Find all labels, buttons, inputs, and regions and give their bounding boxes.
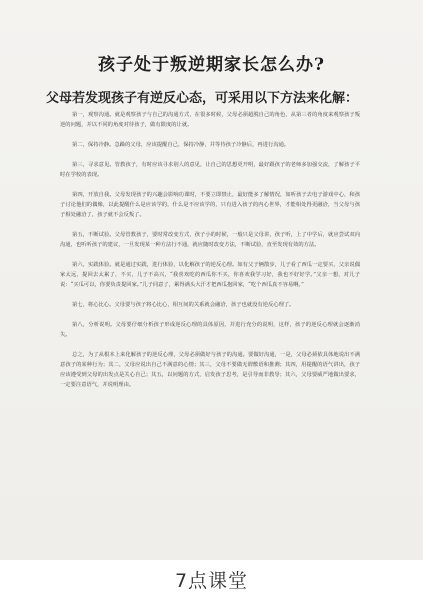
paragraph-summary: 总之，为了从根本上来化解孩子的逆反心理，父母必须做好与孩子的沟通。要做好沟通，一是，父母必须依具体地说出不满意孩子的某种行为；其二，父母应说出自己不满意的心情；其三，父母不要做无谓敷语和推测；其四，用提醒的语气讲出，孩子应该遵受到父母的出发点是关心自己；其五，以问题的方式，启发孩子思考，是引导而非教导；其六，父母要威严地做出要求，一定要注意语气，并说明理由。 [60, 352, 360, 388]
paragraph-observe: 第一，观察沟通。就是观察孩子与自己的沟通方式，在很多时候，父母必须超脱自己的角色，从第三者的角度来观察孩子叛逆的问题，并以不同的角度对待孩子，做有限度的让就。 [60, 112, 360, 128]
document-title: 孩子处于叛逆期家长怎么办? [98, 55, 325, 75]
watermark-caption: 7点课堂 [174, 570, 249, 592]
paragraph-advice: 第三，寻求意见。管教孩子，有时应该寻求别人的意见，让自己的思想更开明，最好跟孩子的老师多加强交流，了解孩子平时在学校的表现。 [60, 162, 360, 178]
paragraph-calm: 第二，保持冷静。急躁的父母，应该提醒自己，保持冷静，并等待孩子冷静后，再进行沟通。 [72, 142, 290, 148]
paragraph-open: 第四，开放自我。父母发现孩子的兴趣会影响功课时，不要立即禁止，最好能多了解情况，如听孩子去电子游戏中心，和孩子讨论他们的偶像，以此提醒什么是应该学的，什么是不应该学的，只有进入孩子的内心世界，才能相处得更融洽，当父母与孩子相处融洽了，孩子就不会反叛了。 [60, 192, 360, 218]
document-subtitle: 父母若发现孩子有逆反心态，可采用以下方法来化解： [46, 91, 359, 106]
paragraph-empathy: 第七，将心比心。父母要与孩子将心比心，相互间的关系就会融洽，孩子也就没有逆反心理了。 [72, 302, 295, 308]
paragraph-explain: 第八，分析说明。父母要仔细分析孩子形成逆反心理的具体原因，并进行充分的说明，这样，孩子的逆反心理就会逐渐消失。 [60, 322, 360, 338]
paragraph-experiment: 第五，不断试验。父母管教孩子，要时常改变方式，孩子小的时候，一般只是父母讲，孩子听，上了中学后，就应尝试双向沟通，也听听孩子的建议，一旦发现某一种方法行不通，就应随时改变方法，不断试验，直至发现有效的方法。 [60, 232, 360, 248]
paragraph-practice: 第六，实践体验。就是通过实践，进行体验，以化解孩子的逆反心理。如有父子俩散步，儿子看了西瓜一定要买，父亲说偶家太远，提回去太累了，不买，儿子不高兴，“我喜欢吃的西瓜你不买，你喜欢我学习好，我也不好好学。”父亲一想，对儿子说：“买瓜可以，你要负责提回家。”儿子同意了，累得满头大汗才把西瓜抱回家，“吃个西瓜真不容易啊。” [60, 262, 360, 288]
document-body [60, 110, 360, 400]
